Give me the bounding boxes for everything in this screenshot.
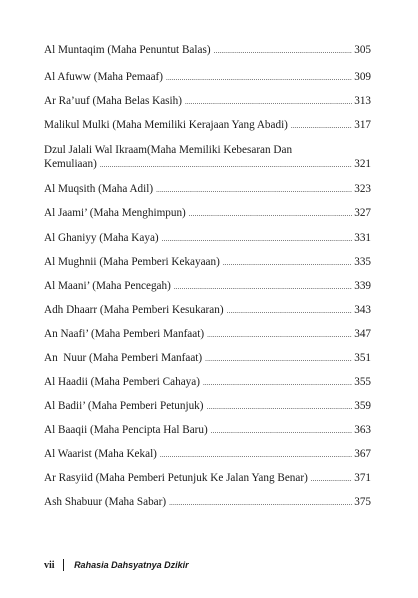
toc-entry-page: 343 [354, 304, 371, 316]
toc-entry-page: 367 [354, 448, 371, 460]
toc-entry-title: Al Mughnii (Maha Pemberi Kekayaan) [44, 256, 220, 268]
toc-entry-title: Al Maani’ (Maha Pencegah) [44, 280, 171, 292]
toc-entry-title: Al Ghaniyy (Maha Kaya) [44, 232, 159, 244]
toc-entry-title: Al Badii’ (Maha Pemberi Petunjuk) [44, 400, 204, 412]
toc-entry-title: Al Haadii (Maha Pemberi Cahaya) [44, 376, 200, 388]
toc-entry-title: Ar Rasyiid (Maha Pemberi Petunjuk Ke Jalan Yang Benar) [44, 472, 308, 484]
toc-leader-dots [223, 256, 352, 270]
toc-entry [44, 118, 371, 132]
toc-entry [44, 143, 371, 171]
toc-entry-page: 375 [354, 496, 371, 508]
toc-leader-dots [291, 119, 352, 133]
toc-entry-page: 317 [354, 119, 371, 131]
toc-entry-title-line1: Dzul Jalali Wal Ikraam(Maha Memiliki Kebesaran Dan [44, 144, 293, 156]
toc-entry [44, 231, 371, 245]
toc-entry-title: Al Baaqii (Maha Pencipta Hal Baru) [44, 424, 208, 436]
footer-book-title: Rahasia Dahsyatnya Dzikir [74, 560, 189, 570]
toc-entry-page: 323 [354, 183, 371, 195]
footer-page-number: vii [44, 559, 55, 571]
toc-leader-dots [174, 280, 352, 294]
toc-entry-page: 331 [354, 232, 371, 244]
toc-entry [44, 303, 371, 317]
toc-entry [44, 255, 371, 269]
toc-leader-dots [207, 328, 352, 342]
toc-entry-title: Al Afuww (Maha Pemaaf) [44, 71, 163, 83]
toc-entry-title: An Naafi’ (Maha Pemberi Manfaat) [44, 328, 205, 340]
toc-entry-title: Al Waarist (Maha Kekal) [44, 448, 157, 460]
toc-entry-page: 313 [354, 95, 371, 107]
toc-entry [44, 495, 371, 509]
toc-entry [44, 447, 371, 461]
toc-entry-page: 335 [354, 256, 371, 268]
toc-leader-dots [207, 400, 353, 414]
toc-entry [44, 279, 371, 293]
toc-leader-dots [160, 448, 352, 462]
toc-entry-page: 371 [354, 472, 371, 484]
toc-entry-page: 355 [354, 376, 371, 388]
toc-leader-dots [203, 376, 352, 390]
toc-entry-title: Kemuliaan) [44, 158, 97, 170]
toc-entry-title: Al Jaami’ (Maha Menghimpun) [44, 207, 186, 219]
toc-entry-title: Ash Shabuur (Maha Sabar) [44, 496, 167, 508]
toc-entry-page: 321 [354, 158, 371, 170]
toc-leader-dots [211, 424, 352, 438]
toc-leader-dots [156, 183, 352, 197]
toc-entry-title: Al Muqsith (Maha Adil) [44, 183, 154, 195]
toc-leader-dots [214, 44, 353, 58]
footer-divider [63, 559, 65, 571]
toc-entry-page: 327 [354, 207, 371, 219]
toc-leader-dots [227, 304, 353, 318]
toc-leader-dots [169, 496, 352, 510]
toc-entry-title: Adh Dhaarr (Maha Pemberi Kesukaran) [44, 304, 224, 316]
toc-entry [44, 375, 371, 389]
toc-entry [44, 327, 371, 341]
toc-entry-page: 309 [354, 71, 371, 83]
toc-leader-dots [162, 232, 353, 246]
toc-entry-page: 347 [354, 328, 371, 340]
toc-entry [44, 43, 371, 57]
toc-entry [44, 182, 371, 196]
toc-entry-title: Malikul Mulki (Maha Memiliki Kerajaan Yang Abadi) [44, 119, 288, 131]
toc-leader-dots [166, 71, 352, 85]
toc-entry-page: 359 [354, 400, 371, 412]
toc-entry [44, 206, 371, 220]
toc-entry [44, 471, 371, 485]
toc-entry-page: 305 [354, 44, 371, 56]
toc-entry-title: An Nuur (Maha Pemberi Manfaat) [44, 352, 203, 364]
toc-leader-dots [205, 352, 352, 366]
toc-entry [44, 94, 371, 108]
toc-entry [44, 351, 371, 365]
toc-entry-page: 351 [354, 352, 371, 364]
toc-leader-dots [189, 207, 352, 221]
toc-entry-page: 363 [354, 424, 371, 436]
toc-leader-dots [311, 472, 352, 486]
toc-entry-title: Al Muntaqim (Maha Penuntut Balas) [44, 44, 211, 56]
toc-entry [44, 423, 371, 437]
toc-leader-dots [185, 95, 352, 109]
toc-entry [44, 399, 371, 413]
toc-entry-page: 339 [354, 280, 371, 292]
page-footer [44, 558, 189, 572]
toc-entry [44, 70, 371, 84]
toc-leader-dots [100, 158, 352, 172]
toc-entry-title: Ar Ra’uuf (Maha Belas Kasih) [44, 95, 182, 107]
